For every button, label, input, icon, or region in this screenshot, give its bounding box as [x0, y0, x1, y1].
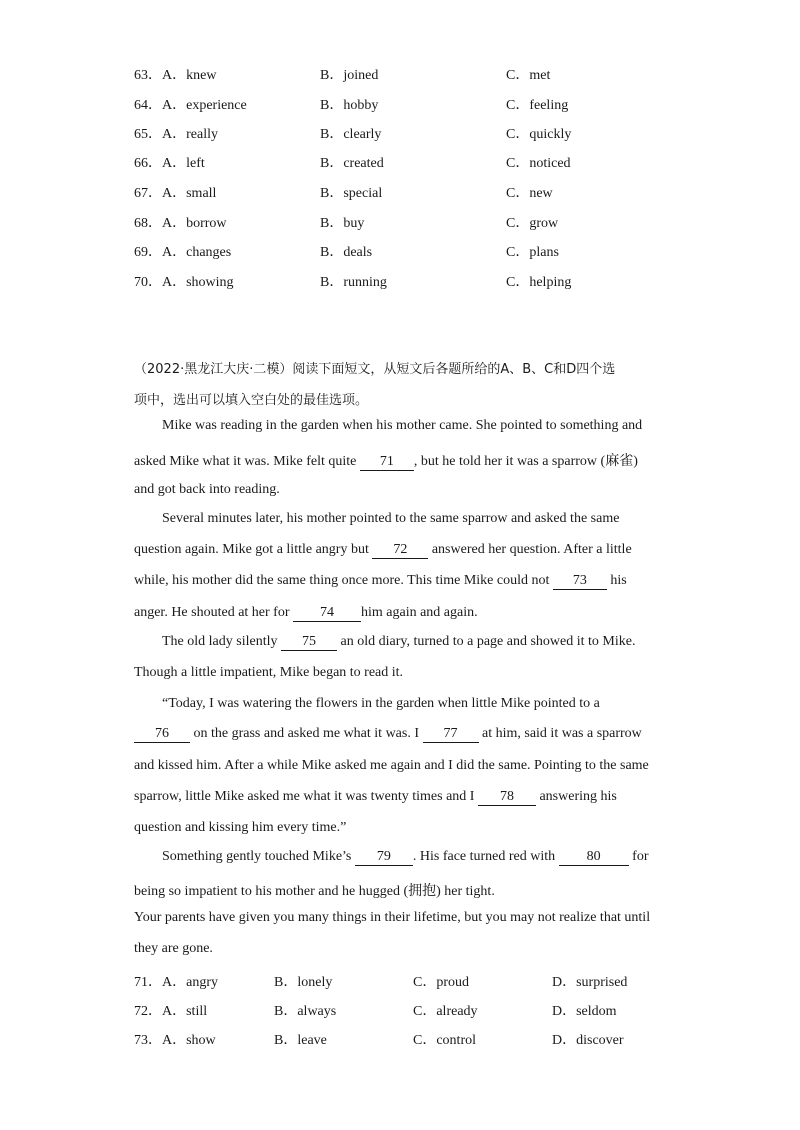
blank-76: 76 — [134, 727, 190, 743]
question-number: 72． — [134, 1004, 162, 1019]
instruction-line-1: （2022·黑龙江大庆·二模）阅读下面短文，从短文后各题所给的A、B、C和D四个选 — [134, 362, 616, 377]
blank-79: 79 — [355, 850, 413, 866]
question-number: 63． — [134, 68, 162, 83]
passage-line: The old lady silently 75 an old diary, turned to a page and showed it to Mike. — [162, 634, 636, 649]
blank-80: 80 — [559, 850, 629, 866]
passage-line: asked Mike what it was. Mike felt quite 71 , but he told her it was a sparrow (麻雀) — [134, 454, 638, 469]
option-c: C．control — [413, 1033, 476, 1048]
blank-77: 77 — [423, 727, 479, 743]
question-row — [134, 64, 694, 84]
option-a: A．showing — [162, 275, 234, 290]
option-a: A．left — [162, 156, 205, 171]
question-row — [134, 1000, 694, 1020]
option-b: B．running — [320, 275, 387, 290]
option-b: B．deals — [320, 245, 373, 260]
question-number: 68． — [134, 216, 162, 231]
option-b: B．created — [320, 156, 384, 171]
question-row — [134, 271, 694, 291]
option-c: C．noticed — [506, 156, 571, 171]
option-b: B．clearly — [320, 127, 382, 142]
instruction-line-2: 项中，选出可以填入空白处的最佳选项。 — [134, 393, 369, 408]
blank-74: 74 — [293, 606, 361, 622]
question-row — [134, 971, 694, 991]
blank-72: 72 — [372, 543, 428, 559]
option-a: A．still — [162, 1004, 208, 1019]
option-b: B．special — [320, 186, 383, 201]
passage-line: Something gently touched Mike’s 79 . His face turned red with 80 for — [162, 849, 649, 864]
option-c: C．already — [413, 1004, 478, 1019]
passage-line: sparrow, little Mike asked me what it was twenty times and I 78 answering his — [134, 789, 617, 804]
option-b: B．leave — [274, 1033, 327, 1048]
passage-line: while, his mother did the same thing once more. This time Mike could not 73 his — [134, 573, 627, 588]
blank-73: 73 — [553, 574, 607, 590]
question-row — [134, 182, 694, 202]
option-b: B．hobby — [320, 98, 379, 113]
passage-line: Your parents have given you many things in their lifetime, but you may not realize that until — [134, 910, 651, 925]
option-a: A．show — [162, 1033, 216, 1048]
question-number: 71． — [134, 975, 162, 990]
option-c: C．plans — [506, 245, 559, 260]
option-c: C．quickly — [506, 127, 572, 142]
option-a: A．really — [162, 127, 218, 142]
question-number: 70． — [134, 275, 162, 290]
option-d: D．seldom — [552, 1004, 617, 1019]
passage-line: Mike was reading in the garden when his mother came. She pointed to something and — [162, 418, 643, 433]
blank-71: 71 — [360, 455, 414, 471]
passage-line: anger. He shouted at her for 74 him again and again. — [134, 605, 478, 620]
option-d: D．surprised — [552, 975, 628, 990]
option-c: C．met — [506, 68, 551, 83]
passage-line: 76 on the grass and asked me what it was. I 77 at him, said it was a sparrow — [134, 726, 674, 743]
passage-line: question again. Mike got a little angry but 72 answered her question. After a little — [134, 542, 632, 557]
passage-line: and got back into reading. — [134, 482, 280, 497]
option-a: A．knew — [162, 68, 217, 83]
option-c: C．grow — [506, 216, 559, 231]
passage-line: being so impatient to his mother and he hugged (拥抱) her tight. — [134, 884, 495, 899]
question-row — [134, 212, 694, 232]
option-b: B．lonely — [274, 975, 333, 990]
blank-75: 75 — [281, 635, 337, 651]
option-a: A．small — [162, 186, 217, 201]
question-number: 69． — [134, 245, 162, 260]
option-d: D．discover — [552, 1033, 624, 1048]
question-row — [134, 1029, 694, 1049]
passage-line: Though a little impatient, Mike began to read it. — [134, 665, 404, 680]
option-c: C．proud — [413, 975, 469, 990]
question-number: 64． — [134, 98, 162, 113]
question-number: 65． — [134, 127, 162, 142]
option-a: A．changes — [162, 245, 232, 260]
question-row — [134, 123, 694, 143]
passage-line: question and kissing him every time.” — [134, 820, 347, 835]
option-c: C．new — [506, 186, 553, 201]
question-row — [134, 241, 694, 261]
option-a: A．experience — [162, 98, 247, 113]
passage-line: “Today, I was watering the flowers in the garden when little Mike pointed to a — [162, 696, 600, 711]
option-c: C．feeling — [506, 98, 569, 113]
option-a: A．angry — [162, 975, 218, 990]
passage-line: Several minutes later, his mother pointed to the same sparrow and asked the same — [162, 511, 620, 526]
question-number: 67． — [134, 186, 162, 201]
passage-line: and kissed him. After a while Mike asked me again and I did the same. Pointing to the same — [134, 758, 649, 773]
option-b: B．joined — [320, 68, 379, 83]
option-b: B．always — [274, 1004, 337, 1019]
question-number: 73． — [134, 1033, 162, 1048]
question-row — [134, 94, 694, 114]
question-row — [134, 152, 694, 172]
blank-78: 78 — [478, 790, 536, 806]
passage-line: they are gone. — [134, 941, 213, 956]
option-c: C．helping — [506, 275, 572, 290]
option-b: B．buy — [320, 216, 365, 231]
option-a: A．borrow — [162, 216, 227, 231]
question-number: 66． — [134, 156, 162, 171]
